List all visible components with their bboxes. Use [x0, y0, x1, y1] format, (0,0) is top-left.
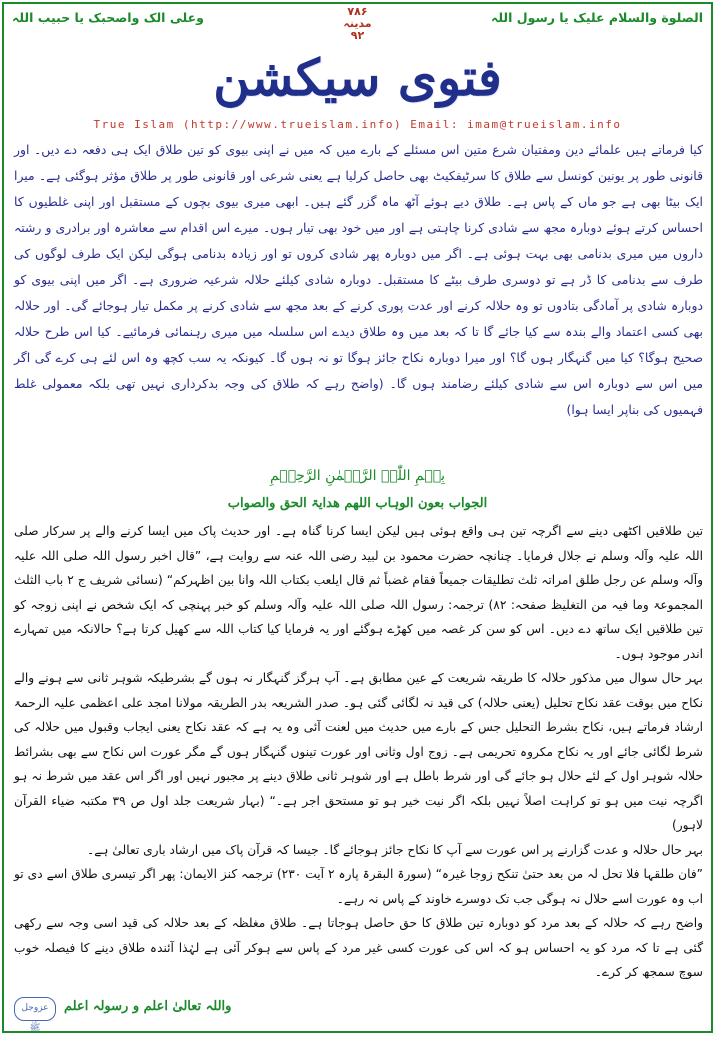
bismillah: بِسۡمِ اللّٰہِ الرَّحۡمٰنِ الرَّحِیۡمِ [269, 468, 446, 484]
closing-line: واللہ تعالیٰ اعلم و رسولہ اعلم [64, 999, 232, 1014]
fatwa-page [2, 2, 713, 1033]
page-header [12, 5, 703, 42]
number-786: ۷۸۶ [347, 5, 368, 18]
answer-paragraph: بہر حال سوال میں مذکور حلالہ کا طریقہ شریعت کے عین مطابق ہے۔ آپ ہرگز گنہگار نہ ہوں گے بشرطیکہ شوہر ثانی سے ہونے والے نکاح میں بوقت عقد نکاح تحلیل (یعنی حلالہ) کی قید نہ لگائی گئی ہو۔ صدر الشریعہ بدر الطریقہ مولانا امجد علی اعظمی علیہ الرحمۃ ارشاد فرماتے ہیں، نکاح بشرط التحلیل جس کے بارے میں حدیث میں لعنت آئی وہ یہ ہے کہ عقد نکاح یعنی ایجاب وقبول میں حلالہ کی شرط لگائی جائے اور یہ نکاح مکروہ تحریمی ہے۔ زوج اول وثانی اور عورت تینوں گنہگار ہوں گے مگر عورت اس نکاح سے بھی بشرائط حلالہ شوہر اول کے لئے حلال ہو جائے گی اور شرط باطل ہے اور شوہر ثانی طلاق دینے پر مجبور نہیں اور اگر اس عقد میں شرط نہ ہو اگرچہ نیت میں ہو تو کراہت اصلاً نہیں بلکہ اگر نیت خیر ہو تو مستحق اجر ہے۔“ (بہار شریعت جلد اول ص ۳۹ مکتبہ ضیاء القرآن لاہور) [14, 671, 703, 832]
page-title: فتوی سیکشن [213, 48, 502, 107]
salutation-left: وعلی الک واصحبک یا حبیب اللہ [12, 10, 204, 25]
question-text: کیا فرماتے ہیں علمائے دین ومفتیان شرع متین اس مسئلے کے بارے میں کہ میں نے اپنی بیوی کو تین طلاق ایک ہی دفعہ دے دیں۔ اور قانونی طور پر یونین کونسل سے طلاق کا سرٹیفکیٹ بھی حاصل کرلیا ہے یعنی شرعی اور قانونی طور پر طلاق مؤثر ہوگئی ہے۔ میرا ایک بیٹا بھی ہے جو ماں کے پاس ہے۔ طلاق دیے ہوئے آٹھ ماہ گزر گئے ہیں۔ ابھی میری بیوی بچوں کے مستقبل اور اپنی غلطیوں کا احساس کرتے ہوئے دوبارہ مجھ سے شادی کرنا چاہتی ہے اور میں خود بھی تیار ہوں۔ میرے اس اقدام سے معاشرہ اور برادری و رشتہ داروں میں میری بدنامی بھی بہت ہوئی ہے۔ اگر میں دوبارہ پھر شادی کروں تو اور زیادہ بدنامی ہوگی لیکن ایک طرف لوگوں کی طرف سے بدنامی کا ڈر ہے تو دوسری طرف بیٹے کا مستقبل۔ دوبارہ شادی کیلئے حلالہ شرعیہ ضروری ہے۔ اگر میں اپنی بیوی کو دوبارہ شادی پر آمادگی بتادوں تو وہ حلالہ کرنے اور عدت پوری کرنے کے بعد مجھ سے شادی کرنے پر مکمل تیار ہوجائے گی۔ اور حلالہ بھی کسی اعتماد والے بندہ سے کیا جائے گا تا کہ بعد میں وہ طلاق دیدے اس سلسلہ میں میری رہنمائی فرمائیے۔ کیا اس طرح حلالہ صحیح ہوگا؟ کیا میں گنہگار ہوں گا؟ اور میرا دوبارہ نکاح جائز ہوگا تو نہ ہوں گا۔ کیونکہ یہ سب کچھ وہ اس لئے ہی کرے گی اگر میں اس سے دوبارہ اس سے شادی کیلئے رضامند ہوں گا۔ (واضح رہے کہ طلاق کی وجہ بدکرداری نہیں تھی بلکہ معمولی غلط فہمیوں کی بناپر ایسا ہوا) [14, 142, 703, 417]
seal-stamp: عزوجل ﷺ [14, 997, 56, 1021]
salutation-right: الصلوة والسلام علیک یا رسول اللہ [491, 10, 703, 25]
page-footer [14, 997, 701, 1033]
madina-label: مدینہ [343, 17, 372, 30]
header-number-block [343, 6, 371, 42]
answer-paragraph: ”فان طلقہا فلا تحل لہ من بعد حتیٰ تنکح زوجا غیرہ“ (سورۃ البقرۃ پارہ ۲ آیت ۲۳۰) ترجمہ کنز الایمان: پھر اگر تیسری طلاق اسے دی تو اب وہ عورت اسے حلال نہ ہوگی جب تک دوسرے خاوند کے پاس نہ رہے۔ [14, 867, 703, 906]
answer-heading: الجواب بعون الوہاب اللھم ھدایۃ الحق والصواب [227, 496, 488, 511]
answer-paragraph: تین طلاقیں اکٹھی دینے سے اگرچہ تین ہی واقع ہوئی ہیں لیکن ایسا کرنا گناہ ہے۔ اور حدیث پاک میں ایسا کرنے والے پر سرکار صلی اللہ علیہ وآلہ وسلم نے جلال فرمایا۔ چنانچہ حضرت محمود بن لبید رضی اللہ عنہ سے روایت ہے، ”قال اخبر رسول اللہ صلی اللہ علیہ وآلہ وسلم عن رجل طلق امراتہ ثلث تطلیقات جمیعاً فقام غضباً ثم قال ایلعب بکتاب اللہ وانا بین اظہرکم“ (نسائی شریف ج ۲ باب الثلث المجموعۃ وما فیہ من التغلیظ صفحہ: ۸۲) ترجمہ: رسول اللہ صلی اللہ علیہ وآلہ وسلم کو خبر پہنچی کہ ایک شخص نے اپنی زوجہ کو تین طلاقیں ایک ساتھ دے دیں۔ اس کو سن کر غصہ میں کھڑے ہوگئے اور یہ فرمایا کیا کتاب اللہ سے کھیل کرتا ہے؟ حالانکہ میں تمہارے اندر موجود ہوں۔ [14, 524, 703, 661]
answer-paragraph: بہر حال حلالہ و عدت گزارنے پر اس عورت سے آپ کا نکاح جائز ہوجائے گا۔ جیسا کہ قرآن پاک میں ارشاد باری تعالیٰ ہے۔ [87, 842, 703, 857]
number-92: ۹۲ [350, 29, 365, 42]
contact-line: True Islam (http://www.trueislam.info) Email: imam@trueislam.info [93, 118, 622, 131]
answer-paragraph: واضح رہے کہ حلالہ کے بعد مرد کو دوبارہ تین طلاق کا حق حاصل ہوجاتا ہے۔ طلاق مغلظہ کے بعد حلالہ کی قید اسی وجہ سے رکھی گئی ہے تا کہ مرد کو یہ احساس ہو کہ اس کی عورت کسی غیر مرد کے پاس سے ہوکر آئی ہے لہٰذا آئندہ طلاق دینے کا فیصلہ خوب سوچ سمجھ کر کرے۔ [14, 916, 703, 979]
answer-body [14, 519, 703, 985]
